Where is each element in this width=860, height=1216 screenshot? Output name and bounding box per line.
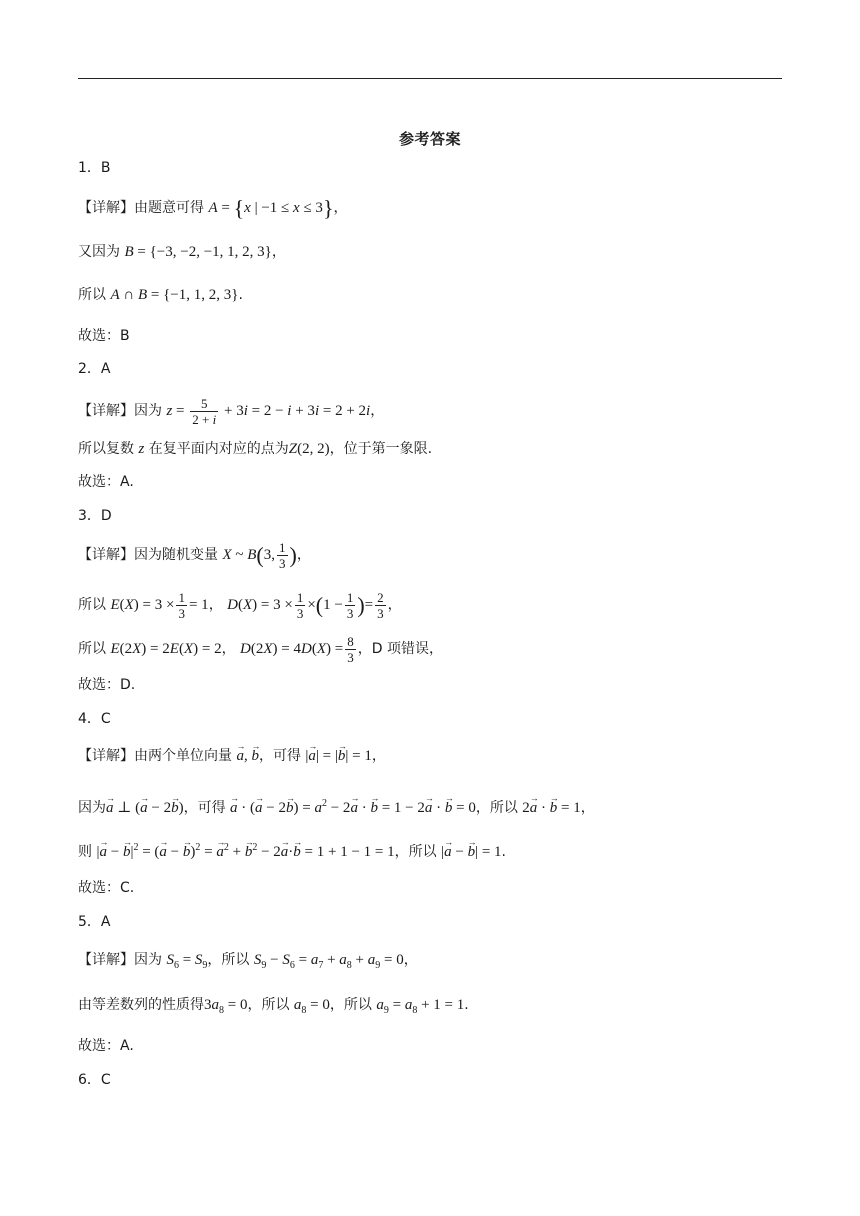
q3-detail-line-1: 【详解】因为随机变量 X ~ B(3, $\frac{1}{3}$ )， (78, 540, 311, 571)
answer-6: 6．C (78, 1072, 111, 1088)
q4-detail-line-1: 【详解】由两个单位向量 → a, → b，可得 |→ a| = |→ b| = 1， (78, 746, 386, 766)
answer-2: 2．A (78, 361, 111, 377)
q4-detail-line-3: 则 |→ a − → $b|^2$ = (→ a − → b)$^2$ = → $a^2$ + → $b^2 - 2\to a\cdot\to b = 1 + 1 - 1 = 1$，所以 |→ a − → b| = 1. (78, 838, 506, 862)
q1-detail-line-1: 【详解】由题意可得 A = {x | −1 ≤ x ≤ 3}， (78, 195, 348, 221)
q3-detail-line-3: 所以 E(2X) = 2E(X) = 2， D(2X) = 4D(X) = $\frac{8}{3}$ ，D 项错误， (78, 634, 443, 665)
answer-1: 1．B (78, 160, 111, 176)
q1-choice: 故选：B (78, 328, 130, 344)
q2-detail-line-2: 所以复数 z 在复平面内对应的点为Z(2, 2)，位于第一象限. (78, 441, 433, 457)
q5-detail-line-1: 【详解】因为 $S_6 = S_9$，所以 $S_9 - S_6 = a_7 + a_8 + a_9 = 0$， (78, 952, 418, 971)
answer-5: 5．A (78, 914, 111, 930)
set-b-expression: B = {−3, −2, −1, 1, 2, 3} (124, 244, 272, 260)
intersection-expression: A ∩ B = {−1, 1, 2, 3} (110, 287, 239, 303)
q4-choice: 故选：C. (78, 880, 135, 896)
q3-detail-line-2: 所以 E(X) = 3 × $\frac{1}{3}$ = 1， D(X) = 3 × $\frac{1}{3}$ ×(1 − $\frac{1}{3}$ )= $\frac{2}{3}$ ， (78, 590, 402, 621)
q2-detail-line-1: 【详解】因为 z = $\frac{5}{2 + i}$ + 3i = 2 − i + 3i = 2 + 2i， (78, 396, 385, 427)
q5-choice: 故选：A. (78, 1038, 134, 1054)
q1-detail-line-2: 又因为 B = {−3, −2, −1, 1, 2, 3}， (78, 244, 286, 260)
set-a-expression: A = {x | −1 ≤ x ≤ 3} (208, 195, 334, 221)
answer-4: 4．C (78, 711, 111, 727)
q1-detail-line-3: 所以 A ∩ B = {−1, 1, 2, 3}. (78, 287, 243, 303)
answer-3: 3．D (78, 508, 112, 524)
page-title: 参考答案 (398, 130, 461, 148)
q3-choice: 故选：D. (78, 677, 136, 693)
q4-detail-line-2: 因为→ a ⊥ (→ a − 2→ b)，可得 → a · (→ $a - 2\to b) = a^2 - 2\to a$ · → b = 1 − 2→ a · → b = 0，所以 2→ a · → b = 1， (78, 794, 595, 818)
binomial-expression: X ~ B(3, $\frac{1}{3}$ ) (222, 540, 297, 571)
q5-detail-line-2: 由等差数列的性质得$3a_8 = 0$，所以 $a_8 = 0$，所以 $a_9 = a_8 + 1 = 1$. (78, 997, 469, 1016)
header-rule (78, 78, 782, 79)
detail-label: 【详解】 (78, 200, 134, 216)
complex-z-expression: z = $\frac{5}{2 + i}$ + 3i = 2 − i + 3i = 2 + 2i (166, 396, 371, 427)
q2-choice: 故选：A. (78, 474, 134, 490)
